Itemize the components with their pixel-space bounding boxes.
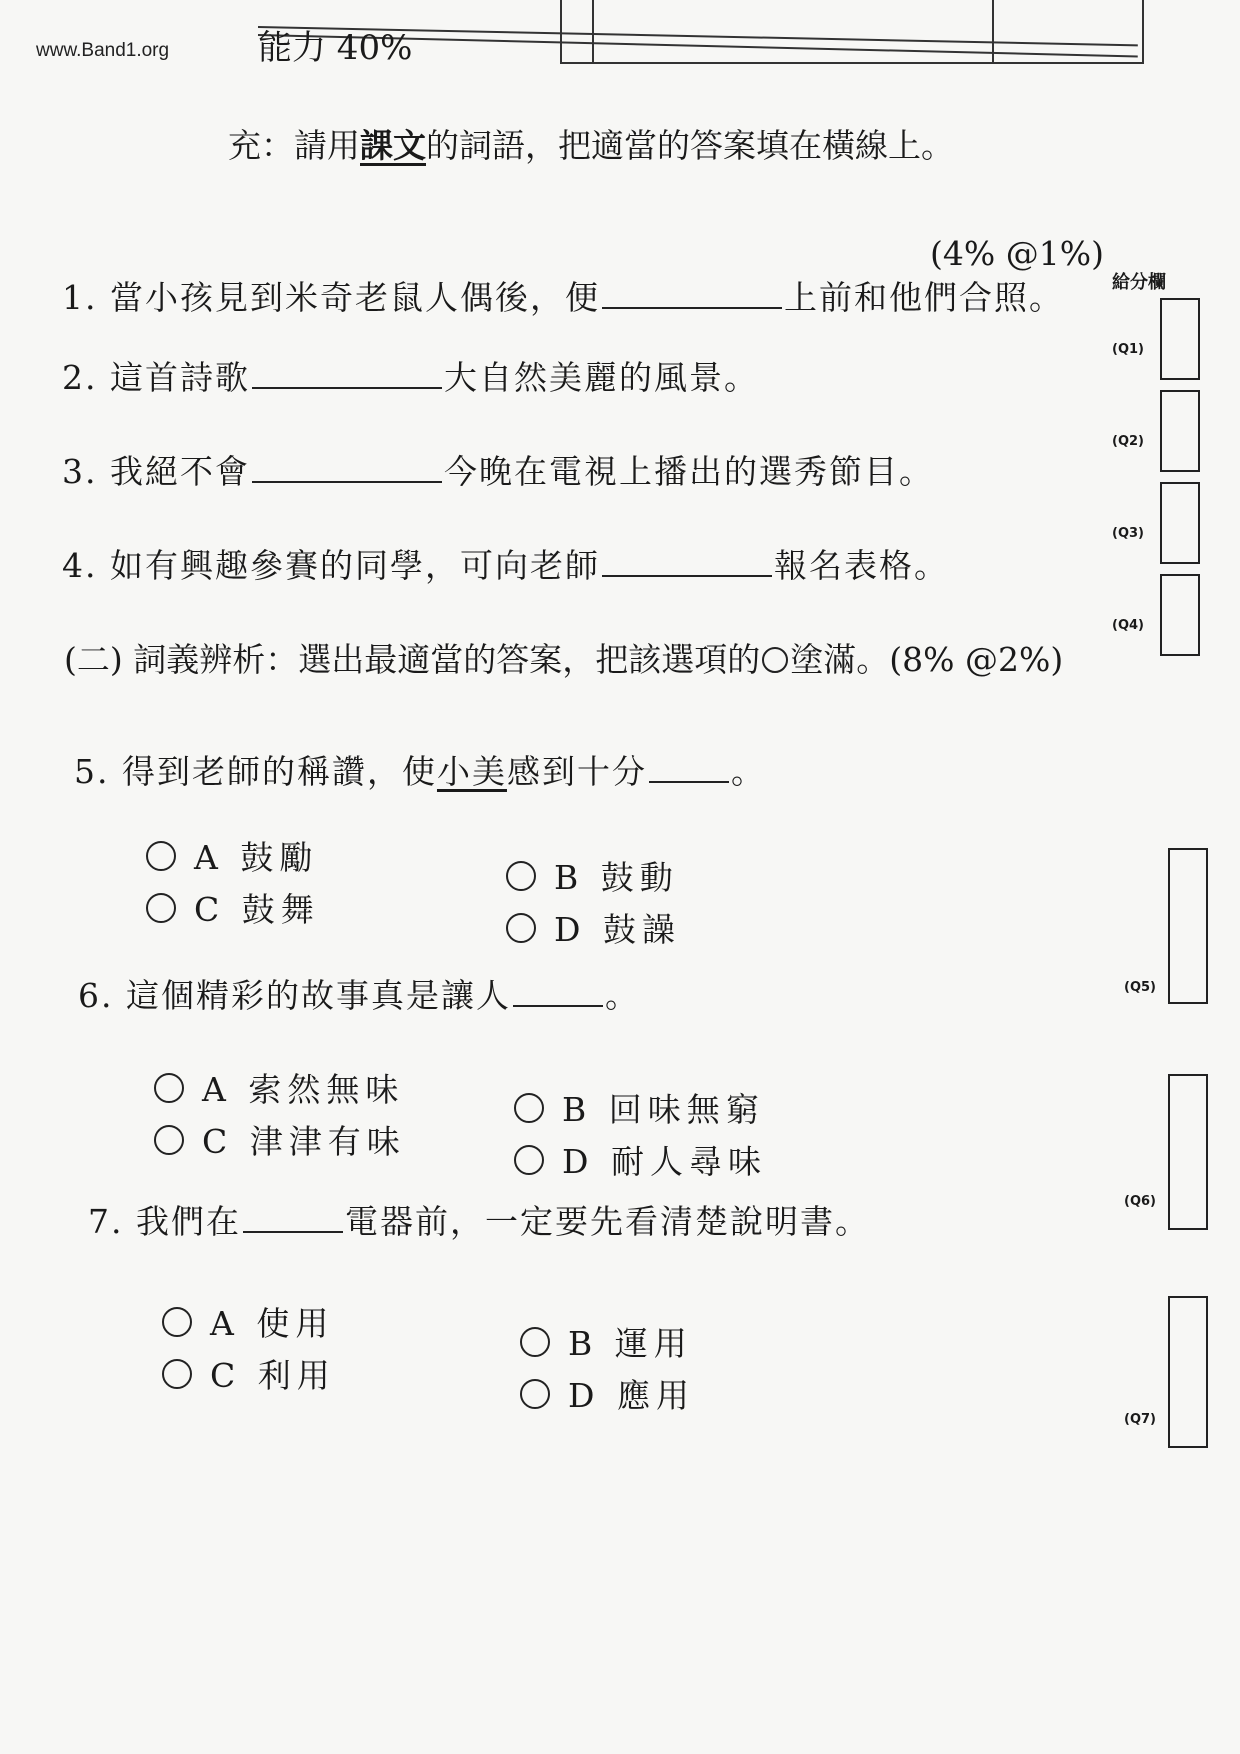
answer-blank-5 (649, 751, 729, 783)
section1-title-emphasis: 課文 (360, 126, 426, 165)
question-7 (88, 1196, 870, 1243)
question-3-text-end: 今晚在電視上播出的選秀節目。 (443, 452, 934, 491)
question-4-text: 4. 如有興趣參賽的同學，可向老師 (62, 546, 600, 585)
answer-blank-6 (513, 975, 603, 1007)
question-5 (74, 746, 766, 793)
score-box-q1[interactable] (1160, 298, 1200, 380)
option-7d[interactable] (520, 1370, 695, 1417)
option-circle-icon[interactable] (154, 1125, 184, 1155)
question-2 (62, 352, 759, 399)
question-5-name: 小美 (436, 752, 507, 791)
score-column-header: 給分欄 (1112, 272, 1166, 293)
question-6-text: 6. 這個精彩的故事真是讓人 (78, 976, 511, 1015)
answer-blank-4[interactable] (602, 545, 772, 577)
question-1-text: 1. 當小孩見到米奇老鼠人偶後，便 (62, 278, 600, 317)
question-7-text: 7. 我們在 (88, 1202, 241, 1241)
option-7a-label: A 使用 (210, 1304, 335, 1343)
answer-blank-3[interactable] (252, 451, 442, 483)
score-label-q7: (Q7) (1124, 1412, 1156, 1427)
answer-blank-1[interactable] (602, 277, 782, 309)
option-circle-icon[interactable] (520, 1327, 550, 1357)
score-label-q4: (Q4) (1112, 618, 1144, 633)
section2-title-text: (二) 詞義辨析：選出最適當的答案，把該選項的 (64, 640, 761, 679)
section1-marks: (4% @1%) (930, 234, 1104, 273)
option-7d-label: D 應用 (568, 1376, 695, 1415)
question-6-text-end: 。 (604, 976, 640, 1015)
question-4 (62, 540, 949, 587)
option-5c-label: C 鼓舞 (194, 890, 320, 929)
option-circle-icon[interactable] (146, 893, 176, 923)
option-5d[interactable] (506, 904, 681, 951)
option-6b[interactable] (514, 1084, 765, 1131)
question-5-text: 5. 得到老師的稱讚，使 (74, 752, 437, 791)
option-7b[interactable] (520, 1318, 693, 1365)
watermark: www.Band1.org (36, 40, 170, 61)
option-circle-icon[interactable] (506, 861, 536, 891)
score-label-q3: (Q3) (1112, 526, 1144, 541)
option-circle-icon[interactable] (146, 841, 176, 871)
section1-title (228, 120, 954, 167)
option-6d[interactable] (514, 1136, 767, 1183)
question-2-text-end: 大自然美麗的風景。 (443, 358, 759, 397)
section1-title-suffix: 的詞語，把適當的答案填在橫線上。 (426, 126, 954, 165)
score-label-q6: (Q6) (1124, 1194, 1156, 1209)
score-box-q3[interactable] (1160, 482, 1200, 564)
score-label-q1: (Q1) (1112, 342, 1144, 357)
question-4-text-end: 報名表格。 (773, 546, 949, 585)
option-5b[interactable] (506, 852, 679, 899)
option-circle-icon[interactable] (514, 1145, 544, 1175)
option-6b-label: B 回味無窮 (562, 1090, 765, 1129)
option-7c-label: C 利用 (210, 1356, 336, 1395)
question-3-text: 3. 我絕不會 (62, 452, 250, 491)
option-circle-icon[interactable] (162, 1307, 192, 1337)
option-5a-label: A 鼓勵 (194, 838, 319, 877)
question-3 (62, 446, 934, 493)
answer-blank-7 (243, 1201, 343, 1233)
score-label-q2: (Q2) (1112, 434, 1144, 449)
question-5-text-end: 。 (730, 752, 766, 791)
answer-blank-2[interactable] (252, 357, 442, 389)
section2-title-text-end: 塗滿。(8% @2%) (790, 640, 1064, 679)
option-circle-icon[interactable] (506, 913, 536, 943)
option-circle-icon[interactable] (520, 1379, 550, 1409)
table-divider (592, 0, 594, 62)
option-6c[interactable] (154, 1116, 406, 1163)
section2-title (64, 634, 1063, 681)
option-5d-label: D 鼓譟 (554, 910, 681, 949)
option-6d-label: D 耐人尋味 (562, 1142, 767, 1181)
option-5c[interactable] (146, 884, 320, 931)
option-7c[interactable] (162, 1350, 336, 1397)
score-box-q2[interactable] (1160, 390, 1200, 472)
score-box-q4[interactable] (1160, 574, 1200, 656)
option-7b-label: B 運用 (568, 1324, 693, 1363)
circle-icon (762, 647, 788, 673)
option-6a-label: A 索然無味 (202, 1070, 405, 1109)
score-box-q7[interactable] (1168, 1296, 1208, 1448)
score-box-q6[interactable] (1168, 1074, 1208, 1230)
score-label-q5: (Q5) (1124, 980, 1156, 995)
question-7-text-end: 電器前，一定要先看清楚說明書。 (344, 1202, 870, 1241)
option-6c-label: C 津津有味 (202, 1122, 406, 1161)
option-7a[interactable] (162, 1298, 334, 1345)
ability-heading: 能力 40% (258, 28, 413, 68)
option-circle-icon[interactable] (154, 1073, 184, 1103)
option-5b-label: B 鼓動 (554, 858, 679, 897)
question-1-text-end: 上前和他們合照。 (783, 278, 1064, 317)
question-2-text: 2. 這首詩歌 (62, 358, 250, 397)
option-circle-icon[interactable] (514, 1093, 544, 1123)
option-circle-icon[interactable] (162, 1359, 192, 1389)
option-6a[interactable] (154, 1064, 404, 1111)
question-1 (62, 272, 1064, 319)
section1-title-prefix: 充：請用 (228, 126, 360, 165)
option-5a[interactable] (146, 832, 318, 879)
question-5-text-mid: 感到十分 (506, 752, 647, 791)
question-6 (78, 970, 640, 1017)
score-box-q5[interactable] (1168, 848, 1208, 1004)
